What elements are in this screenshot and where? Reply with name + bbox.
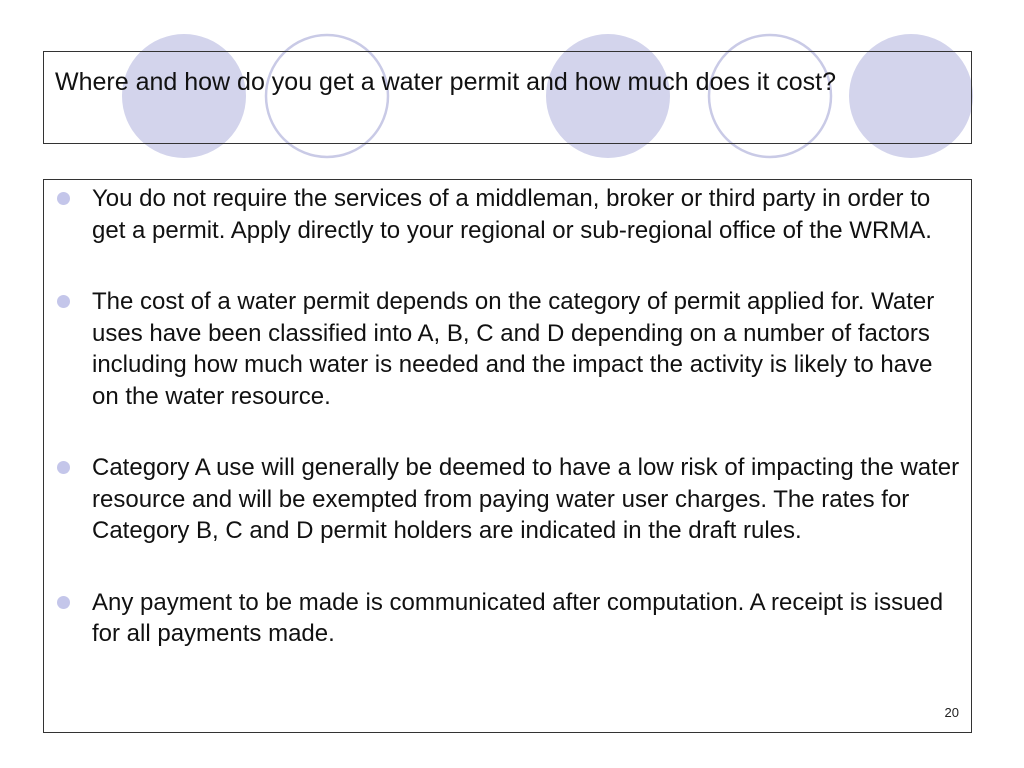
slide-title: Where and how do you get a water permit and how much does it cost? bbox=[55, 68, 836, 96]
bullet-icon bbox=[57, 596, 70, 609]
bullet-item bbox=[44, 286, 971, 412]
bullet-item bbox=[44, 587, 971, 650]
title-box bbox=[43, 51, 972, 144]
bullet-item bbox=[44, 452, 971, 547]
content-box bbox=[43, 179, 972, 733]
bullet-text: Category A use will generally be deemed to have a low risk of impacting the water resource and will be exempted from paying water user charges. The rates for Category B, C and D permit holders are indicated in the draft rules. bbox=[92, 454, 960, 544]
bullet-text: Any payment to be made is communicated after computation. A receipt is issued for all payments made. bbox=[92, 588, 944, 647]
bullet-list bbox=[44, 183, 971, 690]
bullet-icon bbox=[57, 192, 70, 205]
bullet-item bbox=[44, 183, 971, 246]
bullet-icon bbox=[57, 461, 70, 474]
page-number: 20 bbox=[944, 705, 959, 720]
bullet-text: You do not require the services of a middleman, broker or third party in order to get a permit. Apply directly to your regional or sub-regional office of the WRMA. bbox=[92, 185, 932, 244]
bullet-text: The cost of a water permit depends on the category of permit applied for. Water uses have been classified into A, B, C and D depending on a number of factors including how much water is needed and the impact the activity is likely to have on the water resource. bbox=[92, 288, 935, 410]
bullet-icon bbox=[57, 295, 70, 308]
